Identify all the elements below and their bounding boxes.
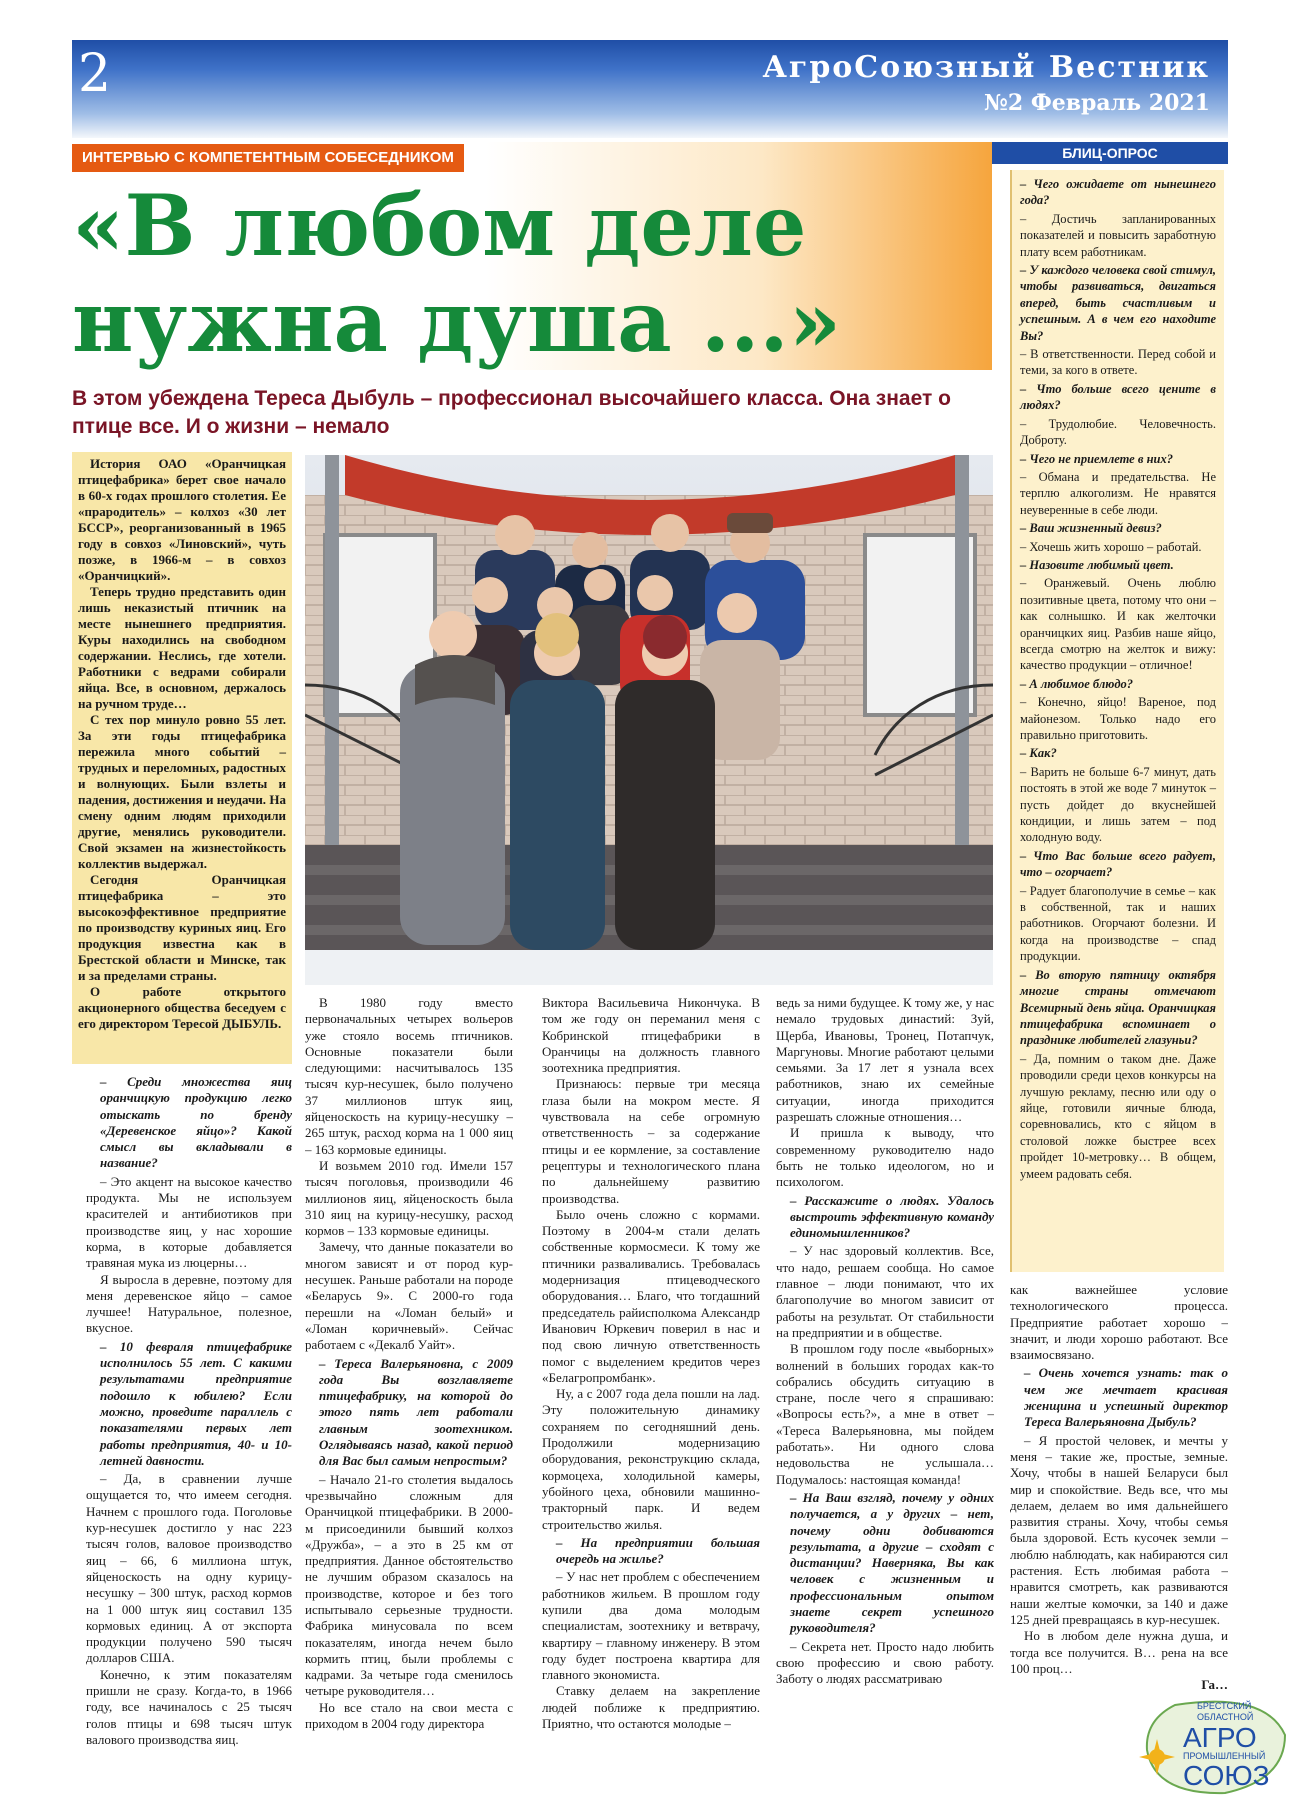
- blitz-answer: – Трудолюбие. Человечность. Доброту.: [1020, 416, 1216, 448]
- blitz-answer: – Хочешь жить хорошо – работай.: [1020, 539, 1202, 554]
- blitz-question: – Во вторую пятницу октября многие страны отмечают Всемирный день яйца. Оранчицкая птицефабрика вспоминает о празднике любителей глазуньи?: [1020, 967, 1216, 1048]
- blitz-question: – Ваш жизненный девиз?: [1020, 521, 1162, 536]
- blitz-answer: – Оранжевый. Очень люблю позитивные цвета, потому что они – как солнышко. И как желточки оранчицких яиц. Разбив наше яйцо, всегда смотрю на желток и вижу: качество продукции – отличное!: [1020, 576, 1216, 673]
- blitz-answer: – Радует благополучие в семье – как в собственной, так и наших работников. Огорчают болезни. И когда на производстве – спад продукции.: [1020, 883, 1216, 964]
- article-paragraph: – Это акцент на высокое качество продукта. Мы не используем красителей и антибиотиков при производстве яиц, у нас хорошие корма, в которые добавляется травяная мука из люцерны…: [86, 1173, 292, 1271]
- article-paragraph: – У нас здоровый коллектив. Все, что надо, решаем сообща. Но самое главное – люди понимают, что их благополучие во многом зависит от работы на результат. От стабильности на предприятии и в обществе.: [776, 1243, 994, 1340]
- article-paragraph: – Я простой человек, и мечты у меня – такие же, простые, земные. Хочу, чтобы в нашей Беларуси был мир и спокойствие. Ведь все, что мы делаем, делаем во имя дальнейшего развития страны. Хочу, чтобы семья была здоровой. Есть кусочек земли – люблю наблюдать, как набираются сил растения. Есть любимая работа – нравится смотреть, как развиваются наши желтые комочки, за 140 и даже 125 дней превращаясь в кур-несушек.: [1010, 1432, 1228, 1627]
- article-paragraph: Признаюсь: первые три месяца глаза были на мокром месте. Я чувствовала на себе огромную ответственность – за содержание птицы и ее кормление, за составление рецептуры и технологического плана по дальнейшему развитию производства.: [542, 1076, 760, 1206]
- interview-question: – Среди множества яиц оранчицкую продукцию легко отыскать по бренду «Деревенское яйцо»? Какой смысл вы вкладывали в название?: [100, 1074, 292, 1171]
- interview-question: – Тереса Валерьяновна, с 2009 года Вы возглавляете птицефабрику, на которой до этого пять лет работали главным зоотехником. Оглядываясь назад, какой период для Вас был самым непростым?: [319, 1355, 513, 1469]
- blitz-question: – А любимое блюдо?: [1020, 676, 1134, 691]
- lead-paragraph: В этом убеждена Тереса Дыбуль – профессионал высочайшего класса. Она знает о птице все. И о жизни – немало: [72, 387, 951, 438]
- blitz-question: – Назовите любимый цвет.: [1020, 557, 1174, 572]
- agro-soyuz-logo-graphic: [1135, 1695, 1290, 1795]
- article-paragraph: ведь за ними будущее. К тому же, у нас немало трудовых династий: Зуй, Щерба, Ивановы, Тронец, Потапчук, Маргуновы. Многие работают целыми семьями. За 17 лет я узнала всех работников, знаю их семейные ситуации, иногда приходится разрешать сложные отношения…: [776, 995, 994, 1125]
- blitz-heading: БЛИЦ-ОПРОС: [992, 142, 1228, 164]
- article-paragraph: Но все стало на свои места с приходом в 2004 году директора: [305, 1699, 513, 1732]
- article-paragraph: Ставку делаем на закрепление людей поближе к предприятию. Приятно, что остаются молодые –: [542, 1683, 760, 1732]
- blitz-answer: – Конечно, яйцо! Вареное, под майонезом. Только надо его правильно приготовить.: [1020, 695, 1216, 742]
- logo-big-1: АГРО: [1183, 1722, 1257, 1753]
- blitz-sidebar: [1010, 170, 1224, 1272]
- headline: [72, 178, 992, 370]
- blitz-answer: – Достичь запланированных показателей и повысить заработную плату всем работникам.: [1020, 211, 1216, 259]
- article-paragraph: – У нас нет проблем с обеспечением работников жильем. В прошлом году купили два дома молодым специалистам, зоотехнику и ветврачу, квартиру – главному инженеру. В этом году будет построена квартира для главного экономиста.: [542, 1569, 760, 1683]
- article-paragraph: В прошлом году после «выборных» волнений в больших городах как-то собрались обсудить ситуацию в стране, после чего я спрашиваю: «Вопросы есть?», а мне в ответ – «Тереса Валерьяновна, мы пойдем работать». Ни одного слова недовольства не услышала… Подумалось: настоящая команда!: [776, 1341, 994, 1487]
- agro-soyuz-logo: [1135, 1695, 1290, 1795]
- article-paragraph: Я выросла в деревне, поэтому для меня деревенское яйцо – самое лучшее! Натуральное, полезное, вкусное.: [86, 1271, 292, 1336]
- article-column-2: [305, 995, 513, 1794]
- interview-question: – На Ваш взгляд, почему у одних получается, а у других – нет, почему одни добиваются результата, а другие – сходят с дистанции? Наверняка, Вы как человек с жизненным и профессиональным опытом знаете секрет успешного руководителя?: [790, 1489, 994, 1636]
- article-paragraph: – Секрета нет. Просто надо любить свою профессию и свою работу. Заботу о людях рассматриваю: [776, 1638, 994, 1687]
- team-photo-illustration: [305, 455, 993, 985]
- intro-column: [72, 452, 292, 1064]
- article-paragraph: Виктора Васильевича Никончука. В том же году он переманил меня с Кобринской птицефабрики в Оранчицы на должность главного зоотехника предприятия.: [542, 995, 760, 1076]
- logo-line-2: ОБЛАСТНОЙ: [1197, 1712, 1254, 1722]
- interview-question: – Очень хочется узнать: так о чем же мечтает красивая женщина и успешный директор Тереса Валерьяновна Дыбуль?: [1024, 1365, 1228, 1430]
- page-number: 2: [78, 44, 112, 104]
- article-paragraph: Замечу, что данные показатели во многом зависят и от пород кур-несушек. Раньше работали на породе «Беларусь 9». С 2000-го года перешли на «Ломан белый» и «Ломан коричневый». Сейчас работаем с «Декалб Уайт».: [305, 1239, 513, 1353]
- blitz-question: – Чего не приемлете в них?: [1020, 451, 1173, 466]
- article-paragraph: Ну, а с 2007 года дела пошли на лад. Эту положительную динамику сохраняем по сегодняшний день. Продолжили модернизацию оборудования, реконструкцию склада, кормоцеха, холодильной камеры, убойного цеха, обновили машинно-тракторный парк. И ведем строительство жилья.: [542, 1386, 760, 1532]
- intro-paragraph: С тех пор минуло ровно 55 лет. За эти годы птицефабрика пережила много событий – трудных и переломных, радостных и волнующих. Были взлеты и падения, достижения и неудачи. На смену одним людям приходили другие, менялись руководители. Свой экзамен на жизнестойкость коллектив выдержал.: [78, 712, 286, 871]
- intro-paragraph: О работе открытого акционерного общества беседуем с его директором Тересой ДЫБУЛЬ.: [78, 984, 286, 1031]
- article-paragraph: В 1980 году вместо первоначальных четырех вольеров уже стояло восемь птичников. Основные показатели были следующими: насчитывалось 135 тысяч кур-несушек, было получено 37 миллионов штук яиц, яйценоскость на курицу-несушку – 265 штук, расход корма на 1 000 яиц – 163 кормовые единицы.: [305, 995, 513, 1157]
- interview-question: – Расскажите о людях. Удалось выстроить эффективную команду единомышленников?: [790, 1192, 994, 1241]
- blitz-answer: – Варить не больше 6-7 минут, дать постоять в этой же воде 7 минуток – пусть дойдет до вкуснейшей кондиции, и лишь затем – под холодную воду.: [1020, 764, 1216, 845]
- logo-big-2: СОЮЗ: [1183, 1760, 1270, 1791]
- headline-line-2: нужна душа ...»: [72, 272, 842, 371]
- article-paragraph: как важнейшее условие технологического процесса. Предприятие работает хорошо – значит, и люди хорошо работают. Все взаимосвязано.: [1010, 1282, 1228, 1363]
- article-paragraph: И возьмем 2010 год. Имели 157 тысяч поголовья, производили 46 миллионов яиц, яйценоскость была 310 яиц на курицу-несушку, расход кормов – 133 кормовые единицы.: [305, 1157, 513, 1239]
- interview-question: – 10 февраля птицефабрике исполнилось 55 лет. С какими результатами предприятие подошло к юбилею? Если можно, проведите параллель с показателями первых лет работы предприятия, 40- и 10-летней давности.: [100, 1338, 292, 1468]
- logo-line-3: ПРОМЫШЛЕННЫЙ: [1183, 1751, 1266, 1761]
- blitz-question: – У каждого человека свой стимул, чтобы развиваться, двигаться вперед, быть счастливым и успешным. А в чем его находите Вы?: [1020, 263, 1216, 343]
- headline-line-1: «В любом деле: [72, 176, 807, 275]
- article-paragraph: И пришла к выводу, что современному руководителю надо быть не только идеологом, но и психологом.: [776, 1125, 994, 1190]
- article-paragraph: – Начало 21-го столетия выдалось чрезвычайно сложным для Оранчицкой птицефабрики. В 2000-м присоединили бывший колхоз «Дружба», – а это в 25 км от предприятия. Данное обстоятельство не лучшим образом сказалось на производстве, которое и без того испытывало серьезные трудности. Фабрика минусовала по всем показателям, иногда нечем было кормить птиц, были проблемы с кадрами. За четыре года сменилось четыре руководителя…: [305, 1471, 513, 1699]
- blitz-answer: – Обмана и предательства. Не терплю алкоголизм. Не нравятся неуверенные в себе люди.: [1020, 469, 1216, 517]
- publication-title: АгроСоюзный Вестник: [762, 50, 1210, 85]
- author-signature: Га…: [1201, 1677, 1228, 1693]
- blitz-question: – Что Вас больше всего радует, что – огорчает?: [1020, 848, 1216, 880]
- logo-line-1: БРЕСТСКИЙ: [1197, 1701, 1252, 1711]
- article-column-1: [86, 1072, 292, 1794]
- blitz-question: – Чего ожидаете от нынешнего года?: [1020, 177, 1216, 208]
- blitz-question: – Что больше всего цените в людях?: [1020, 381, 1216, 413]
- team-photo: [305, 455, 993, 985]
- issue-info: №2 Февраль 2021: [983, 90, 1210, 116]
- interview-question: – На предприятии большая очередь на жилье?: [556, 1534, 760, 1567]
- blitz-question: – Как?: [1020, 746, 1057, 761]
- article-paragraph: – Да, в сравнении лучше ощущается то, что имеем сегодня. Начнем с прошлого года. Поголовье кур-несушек достигло у нас 223 тысяч голов, валовое производство яиц – 66, 6 миллиона штук, яйценоскость на одну курицу-несушку – 300 штук, расход кормов на 1 000 штук яиц составил 135 кормовых единиц. А от экспорта продукции получено 590 тысяч долларов США.: [86, 1471, 292, 1666]
- intro-paragraph: Сегодня Оранчицкая птицефабрика – это высокоэффективное предприятие по производству куриных яиц. Его продукция известна как в Брестской области и Минске, так и за пределами страны.: [78, 872, 286, 983]
- article-paragraph: Но в любом деле нужна душа, и тогда все получится. В… рена на все 100 проц…: [1010, 1628, 1228, 1676]
- rubric-label: ИНТЕРВЬЮ С КОМПЕТЕНТНЫМ СОБЕСЕДНИКОМ: [72, 144, 464, 172]
- blitz-answer: – В ответственности. Перед собой и теми, за кого в ответе.: [1020, 347, 1216, 378]
- article-paragraph: Было очень сложно с кормами. Поэтому в 2004-м стали делать собственные кормосмеси. К тому же птичники разваливались. Требовалась модернизация птицеводческого оборудования… Благо, что тогдашний председатель райисполкома Александр Иванович Юркевич поверил в нас и под свою личную ответственность помог с выделением кредитов через «Белагропромбанк».: [542, 1206, 760, 1385]
- intro-paragraph: Теперь трудно представить один лишь неказистый птичник на месте нынешнего предприятия. Куры находились на свободном содержании. Неслись, где хотели. Работники с ведрами собирали яйца. Все, в основном, держалось на ручном труде…: [78, 584, 286, 711]
- article-column-5: [1010, 1282, 1228, 1722]
- article-column-3: [542, 995, 760, 1794]
- article-column-4: [776, 995, 994, 1794]
- intro-paragraph: История ОАО «Оранчицкая птицефабрика» берет свое начало в 60-х годах прошлого столетия. Ее «прародитель» – колхоз «30 лет БССР», реорганизованный в 1965 году в совхоз «Линовский», чуть позже, в 1966-м – в совхоз «Оранчицкий».: [78, 456, 286, 583]
- blitz-answer: – Да, помним о таком дне. Даже проводили среди цехов конкурсы на лучшую рекламу, песню или оду о яйце, готовили яичные блюда, соревновались, кто с яйцом в столовой ложке быстрее всех пройдет 10-метровку… В общем, умеем радовать себя.: [1020, 1051, 1216, 1181]
- article-paragraph: Конечно, к этим показателям пришли не сразу. Когда-то, в 1966 году, все начиналось с 25 тысяч голов птицы и 698 тысяч штук валового производства яиц.: [86, 1666, 292, 1747]
